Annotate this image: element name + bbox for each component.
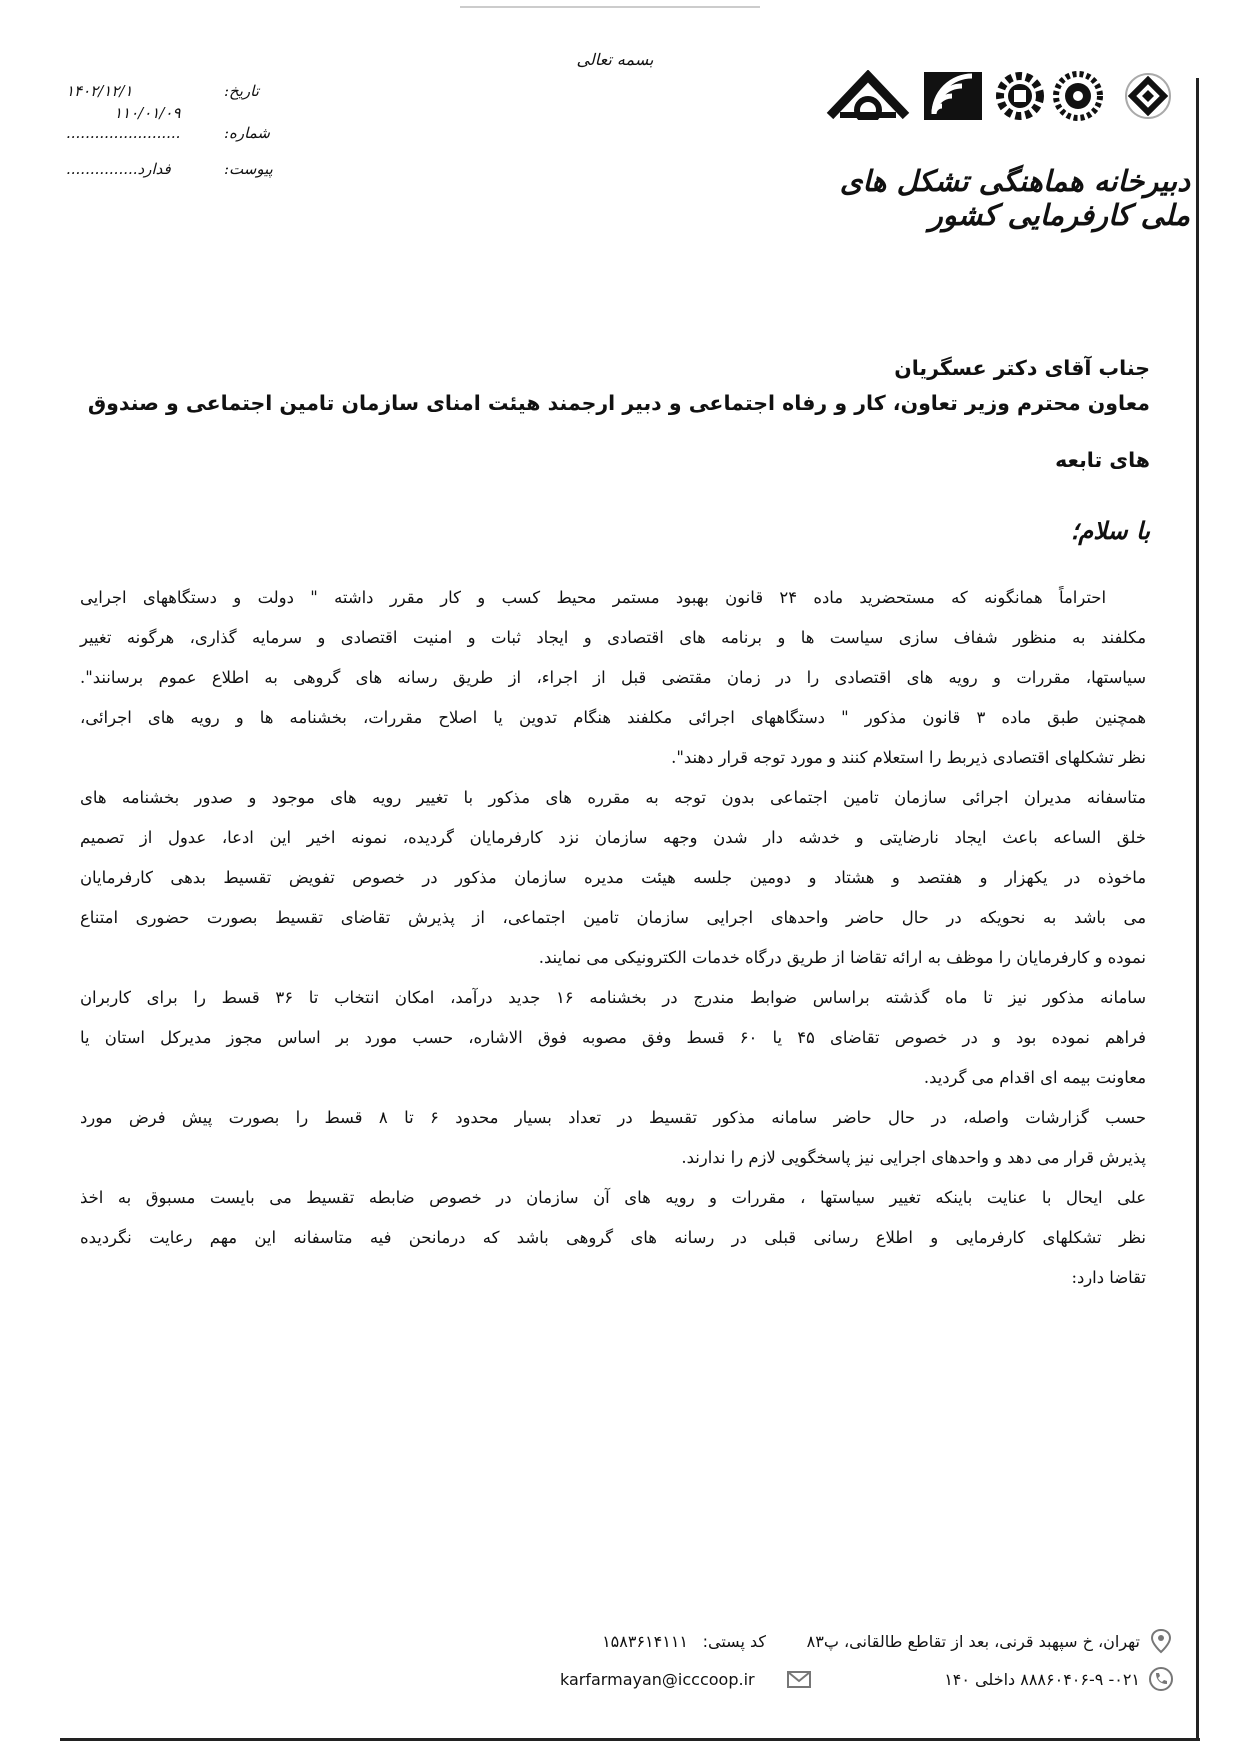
footer-email[interactable]: karfarmayan@icccoop.ir xyxy=(560,1670,755,1689)
salutation: با سلام؛ xyxy=(1070,516,1150,545)
page-frame-right xyxy=(1196,78,1199,1738)
signal-waves-logo-icon xyxy=(922,70,984,122)
body-line: نظر تشکلهای اقتصادی ذیربط را استعلام کنند و مورد توجه قرار دهند". xyxy=(671,748,1146,767)
date-label: تاریخ: xyxy=(224,82,259,100)
body-line: مکلفند به منظور شفاف سازی سیاست ها و برنامه های اقتصادی و ایجاد ثبات و امنیت اقتصادی و سرمایه گذاری، هرگونه تغییر xyxy=(80,628,1146,647)
letter-body xyxy=(80,578,1146,1298)
body-line: معاونت بیمه ای اقدام می گردید. xyxy=(923,1068,1146,1087)
body-line: همچنین طبق ماده ۳ قانون مذکور " دستگاههای اجرائی مکلفند هنگام تدوین یا اصلاح مقررات، بخشنامه ها و رویه های اجرائی، xyxy=(80,708,1146,727)
body-line: متاسفانه مدیران اجرائی سازمان تامین اجتماعی بدون توجه به مقرره های مذکور با تغییر رویه های موجود و صدور بخشنامه های xyxy=(80,788,1146,807)
logos-row xyxy=(826,70,1186,130)
footer-phone: ۰۲۱- ۸۸۸۶۰۴۰۶-۹ داخلی ۱۴۰ xyxy=(944,1670,1140,1689)
attachment-value: فدارد xyxy=(137,160,171,178)
house-gear-logo-icon xyxy=(826,70,910,120)
body-line: حسب گزارشات واصله، در حال حاضر سامانه مذکور تقسیط در تعداد بسیار محدود ۶ تا ۸ قسط را بصورت پیش فرض مورد xyxy=(80,1108,1146,1127)
body-line: احتراماً همانگونه که مستحضرید ماده ۲۴ قانون بهبود مستمر محیط کسب و کار مقرر داشته " دولت و دستگاههای اجرایی xyxy=(80,588,1106,607)
phone-icon xyxy=(1148,1666,1174,1692)
body-line: علی ایحال با عنایت باینکه تغییر سیاستها ، مقررات و رویه های آن سازمان در خصوص ضابطه تقسیط می بایست مسبوق به اخذ xyxy=(80,1188,1146,1207)
location-pin-icon xyxy=(1148,1628,1174,1654)
footer-address: تهران، خ سپهبد قرنی، بعد از تقاطع طالقانی، پ۸۳ xyxy=(806,1632,1140,1651)
gear-logo-icon xyxy=(994,70,1046,122)
attachment-dots: ............... xyxy=(66,160,138,178)
body-line: خلق الساعه باعث ایجاد نارضایتی و خدشه دار شدن وجهه سازمان نزد کارفرمایان گردیده، نمونه اخیر این ادعا، عدول از تصمیم xyxy=(80,828,1146,847)
body-line: نظر تشکلهای کارفرمایی و اطلاع رسانی قبلی در رسانه های گروهی باشد که درمانحن فیه متاسفانه این مهم رعایت نگردیده xyxy=(80,1228,1146,1247)
body-line: سامانه مذکور نیز تا ماه گذشته براساس ضوابط مندرج در بخشنامه ۱۶ جدید درآمد، امکان انتخاب تا ۳۶ قسط را برای کاربران xyxy=(80,988,1146,1007)
body-line: فراهم نموده بود و در خصوص تقاضای ۴۵ یا ۶۰ قسط وفق مصوبه فوق الاشاره، حسب مورد بر اساس مجوز مدیرکل استان یا xyxy=(80,1028,1146,1047)
number-label: شماره: xyxy=(224,124,270,142)
body-line: نموده و کارفرمایان را موظف به ارائه تقاضا از طریق درگاه خدمات الکترونیکی می نمایند. xyxy=(538,948,1146,967)
date-value-secondary: ۱۱۰/۰۱/۰۹ xyxy=(114,104,181,122)
attachment-value-row xyxy=(66,160,218,178)
body-line: پذیرش قرار می دهد و واحدهای اجرایی نیز پاسخگویی لازم را ندارند. xyxy=(681,1148,1146,1167)
body-line: ماخوذه در یکهزار و هفتصد و هشتاد و دومین جلسه هیئت مدیره سازمان مذکور در خصوص تفویض تقسیط بدهی کارفرمایان xyxy=(80,868,1146,887)
date-value: ۱۴۰۲/۱۲/۱ xyxy=(66,82,133,100)
scan-artifact-line xyxy=(460,6,760,8)
diamond-logo-icon xyxy=(1122,70,1174,122)
body-line: می باشد به نحویکه در حال حاضر واحدهای اجرایی سازمان تامین اجتماعی، از پذیرش تقاضای تقسیط بصورت حضوری امتناع xyxy=(80,908,1146,927)
attachment-label: پیوست: xyxy=(224,160,273,178)
email-icon xyxy=(786,1666,812,1692)
addressee-title: معاون محترم وزیر تعاون، کار و رفاه اجتماعی و دبیر ارجمند هیئت امنای سازمان تامین اجتماعی و صندوق xyxy=(87,391,1150,415)
organization-name: دبیرخانه هماهنگی تشکل های ملی کارفرمایی کشور xyxy=(839,164,1190,232)
addressee-title-cont: های تابعه xyxy=(1055,448,1150,472)
bismillah-heading: بسمه تعالی xyxy=(576,50,654,69)
page-frame-bottom xyxy=(60,1738,1200,1741)
footer-postal-code: ۱۵۸۳۶۱۴۱۱۱ xyxy=(602,1632,688,1651)
footer-postal-label: کد پستی: xyxy=(702,1632,766,1651)
body-line: سیاستها، مقررات و رویه های اقتصادی را در زمان مقتضی قبل از اجراء، از طریق رسانه های گروهی به اطلاع عموم برسانند". xyxy=(80,668,1146,687)
number-dots: ........................ xyxy=(66,124,181,142)
body-line: تقاضا دارد: xyxy=(1071,1268,1146,1287)
chamber-seal-logo-icon xyxy=(1052,70,1104,122)
addressee-name: جناب آقای دکتر عسگریان xyxy=(894,356,1150,380)
